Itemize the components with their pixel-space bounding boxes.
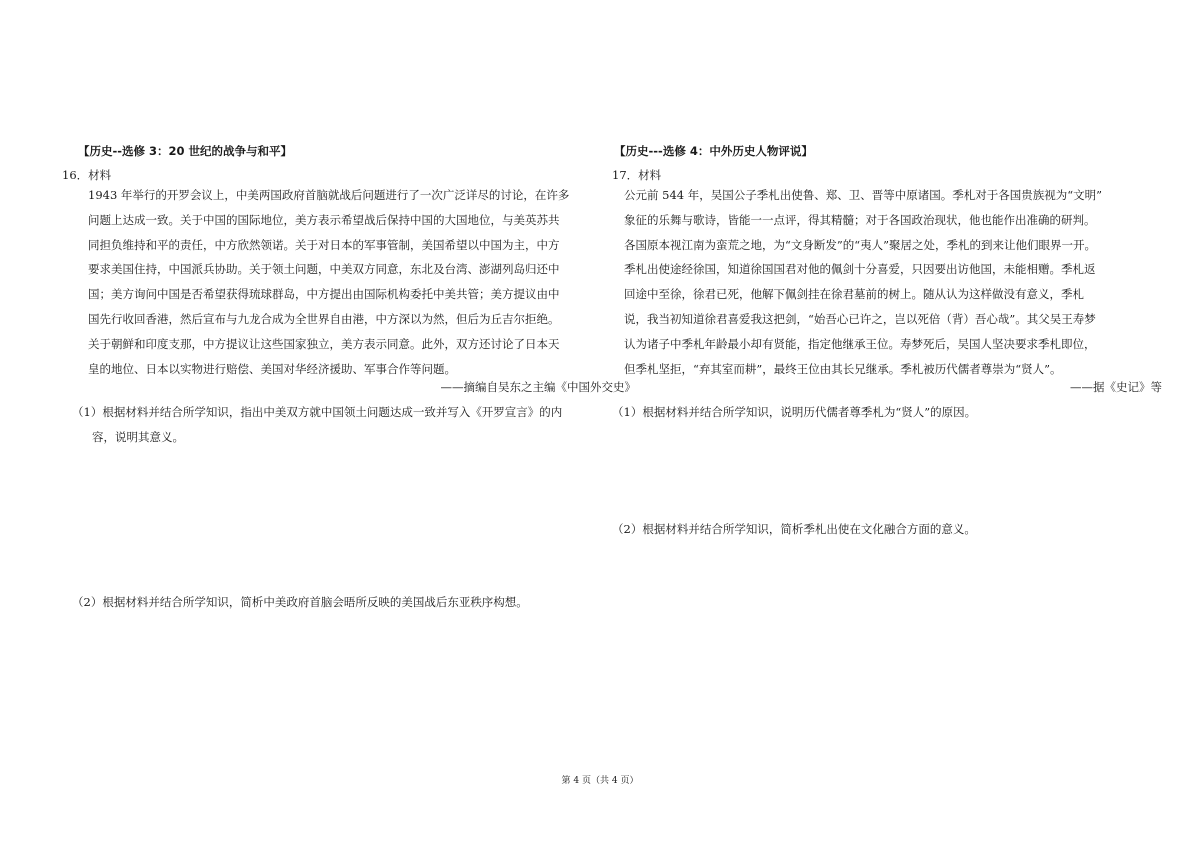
material-line: 公元前 544 年，吴国公子季札出使鲁、郑、卫、晋等中原诸国。季札对于各国贵族视为“文明” <box>624 188 1103 202</box>
question-16-1-line2: 容，说明其意义。 <box>92 430 184 444</box>
section-heading-left: 【历史--选修 3：20 世纪的战争与和平】 <box>78 144 293 158</box>
material-line: 认为诸子中季札年龄最小却有贤能，指定他继承王位。寿梦死后，吴国人坚决要求季札即位， <box>624 336 1096 351</box>
material-paragraph-right <box>624 183 1102 381</box>
material-source-right: ——据《史记》等 <box>1070 380 1162 394</box>
material-line: 关于朝鲜和印度支那，中方提议让这些国家独立，美方表示同意。此外，双方还讨论了日本天 <box>88 336 560 351</box>
material-line: 象征的乐舞与歌诗，皆能一一点评，得其精髓；对于各国政治现状，他也能作出准确的研判。 <box>624 212 1096 227</box>
section-heading-right: 【历史---选修 4：中外历史人物评说】 <box>614 144 813 158</box>
material-line: 各国原本视江南为蛮荒之地，为“文身断发”的“夷人”聚居之处，季札的到来让他们眼界一开。 <box>624 237 1097 252</box>
material-line: 要求美国住持，中国派兵协助。关于领土问题，中美双方同意，东北及台湾、澎湖列岛归还中 <box>88 262 560 277</box>
material-paragraph-left <box>88 183 569 381</box>
question-17-1: （1）根据材料并结合所学知识，说明历代儒者尊季札为“贤人”的原因。 <box>612 405 977 419</box>
material-line: 国先行收回香港，然后宣布与九龙合成为全世界自由港，中方深以为然，但后为丘吉尔拒绝。 <box>88 311 560 326</box>
material-line: 说，我当初知道徐君喜爱我这把剑，“始吾心已许之，岂以死倍（背）吾心哉”。其父吴王寿梦 <box>624 311 1096 326</box>
material-line: 皇的地位、日本以实物进行赔偿、美国对华经济援助、军事合作等问题。 <box>88 361 456 376</box>
question-17-title: 17．材料 <box>612 168 662 182</box>
material-line: 同担负维持和平的责任，中方欣然领诺。关于对日本的军事管制，美国希望以中国为主，中方 <box>88 237 560 252</box>
question-16-1-line1: （1）根据材料并结合所学知识，指出中美双方就中国领土问题达成一致并写入《开罗宣言》的内 <box>72 405 563 419</box>
question-16-2: （2）根据材料并结合所学知识，简析中美政府首脑会晤所反映的美国战后东亚秩序构想。 <box>72 595 528 609</box>
material-line: 问题上达成一致。关于中国的国际地位，美方表示希望战后保持中国的大国地位，与美英苏共 <box>88 212 560 227</box>
material-source-left: ——摘编自吴东之主编《中国外交史》 <box>440 380 636 394</box>
material-line: 回途中至徐，徐君已死，他解下佩剑挂在徐君墓前的树上。随从认为这样做没有意义，季札 <box>624 287 1084 302</box>
material-line: 国；美方询问中国是否希望获得琉球群岛，中方提出由国际机构委托中美共管；美方提议由中 <box>88 287 560 302</box>
question-17-2: （2）根据材料并结合所学知识，简析季札出使在文化融合方面的意义。 <box>612 522 976 536</box>
question-16-title: 16．材料 <box>62 168 112 182</box>
material-line: 季札出使途经徐国，知道徐国国君对他的佩剑十分喜爱，只因要出访他国，未能相赠。季札返 <box>624 262 1096 277</box>
page-footer: 第 4 页（共 4 页） <box>561 776 639 786</box>
material-line: 1943 年举行的开罗会议上，中美两国政府首脑就战后问题进行了一次广泛详尽的讨论，在许多 <box>88 188 570 202</box>
material-line: 但季札坚拒，“弃其室而耕”，最终王位由其长兄继承。季札被历代儒者尊崇为“贤人”。 <box>624 361 1062 376</box>
